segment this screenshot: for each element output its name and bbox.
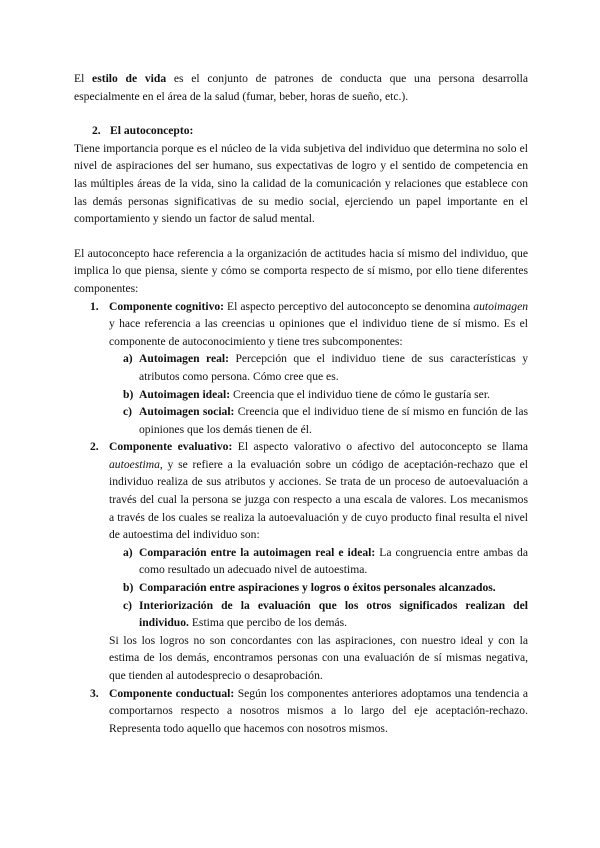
component-term: autoimagen	[473, 299, 529, 313]
component-text: , y se refiere a la evaluación sobre un código de aceptación-rechazo que el individuo realiza de sus atributos y acciones. Se trata de un proceso de autoevaluación a través del cual la persona se juzga con respecto a una escala de valores. Los mecanismos a través de los cuales se realiza la autoevaluación y de cuyo producto final resulta el nivel de autoestima del individuo son:	[109, 457, 528, 542]
component-evaluative	[74, 438, 528, 632]
components-intro: El autoconcepto hace referencia a la organización de actitudes hacia sí mismo del individuo, que implica lo que piensa, siente y cómo se comporta respecto de sí mismo, por ello tiene diferentes componentes:	[74, 246, 528, 295]
mechanism-interiorization	[109, 597, 528, 632]
sub-marker: a)	[123, 545, 133, 559]
component-cognitive	[74, 298, 528, 439]
sub-marker: b)	[123, 581, 134, 595]
document-body	[74, 70, 528, 737]
sub-marker: c)	[123, 598, 133, 612]
component-text: El aspecto valorativo o afectivo del autoconcepto se llama	[232, 440, 529, 454]
subcomponent-real	[109, 350, 528, 385]
cognitive-subcomponents	[109, 350, 528, 438]
sub-title: Autoimagen real:	[139, 352, 229, 366]
intro-paragraph	[74, 70, 528, 105]
evaluative-mechanisms	[109, 544, 528, 632]
sub-text: La congruencia entre ambas da como resultado un adecuado nivel de autoestima.	[139, 545, 528, 577]
sub-title: Interiorización de la evaluación que los otros significados realizan del individuo.	[139, 598, 528, 630]
component-text: y hace referencia a las creencias u opiniones que el individuo tiene de sí mismo. Es el componente de autoconocimiento y tiene tres subcomponentes:	[109, 317, 528, 348]
sub-title: Comparación entre aspiraciones y logros o éxitos personales alcanzados.	[139, 581, 496, 595]
subcomponent-social	[109, 403, 528, 438]
component-term: autoestima	[109, 457, 160, 471]
mechanism-comparison-aspirations	[109, 579, 528, 597]
list-marker: 2.	[90, 440, 99, 454]
sub-marker: c)	[123, 405, 133, 419]
sub-title: Autoimagen social:	[139, 405, 235, 419]
subcomponent-ideal	[109, 386, 528, 404]
sub-text: Creencia que el individuo tiene de sí mismo en función de las opiniones que los demás tienen de él.	[139, 405, 528, 436]
sub-title: Autoimagen ideal:	[139, 387, 231, 401]
component-text: El aspecto perceptivo del autoconcepto se denomina	[224, 299, 474, 313]
evaluative-note: Si los los logros no son concordantes con las aspiraciones, con nuestro ideal y con la estima de los demás, encontramos personas con una evaluación de sí mismas negativa, que tienden al autodesprecio o desaprobación.	[109, 633, 528, 682]
sub-text: Creencia que el individuo tiene de cómo le gustaría ser.	[230, 387, 490, 401]
intro-prefix: El	[74, 72, 93, 85]
list-marker: 1.	[90, 299, 99, 313]
component-behavioral	[74, 685, 528, 738]
sub-marker: b)	[123, 387, 134, 401]
components-list	[74, 298, 528, 632]
components-list-continued	[74, 685, 528, 738]
component-title: Componente evaluativo:	[109, 440, 233, 454]
section-2-paragraph: Tiene importancia porque es el núcleo de la vida subjetiva del individuo que determina no solo el nivel de aspiraciones del ser humano, sus expectativas de logro y el sentido de competencia en las múltiples áreas de la vida, sino la calidad de la comunicación y relaciones que establece con las demás personas significativas de su medio social, ejerciendo un papel importante en el comportamiento y siendo un factor de salud mental.	[74, 141, 528, 226]
sub-text: Estima que percibo de los demás.	[188, 616, 348, 630]
component-title: Componente cognitivo:	[109, 299, 225, 313]
section-2-heading	[74, 122, 528, 140]
mechanism-comparison-real-ideal	[109, 544, 528, 579]
component-title: Componente conductual:	[109, 686, 235, 700]
section-2-title: El autoconcepto:	[110, 124, 194, 138]
list-marker: 3.	[90, 686, 99, 700]
component-text: Según los componentes anteriores adoptamos una tendencia a comportarnos respecto a nosotros mismos a lo largo del eje aceptación-rechazo. Representa todo aquello que hacemos con nosotros mismos.	[109, 686, 529, 735]
section-2-number: 2.	[92, 124, 101, 138]
sub-title: Comparación entre la autoimagen real e ideal:	[139, 545, 376, 559]
sub-text: Percepción que el individuo tiene de sus características y atributos como persona. Cómo cree que es.	[139, 352, 528, 383]
intro-term: estilo de vida	[92, 72, 167, 85]
intro-text: es el conjunto de patrones de conducta que una persona desarrolla especialmente en el área de la salud (fumar, beber, horas de sueño, etc.).	[74, 72, 529, 103]
sub-marker: a)	[123, 352, 133, 366]
